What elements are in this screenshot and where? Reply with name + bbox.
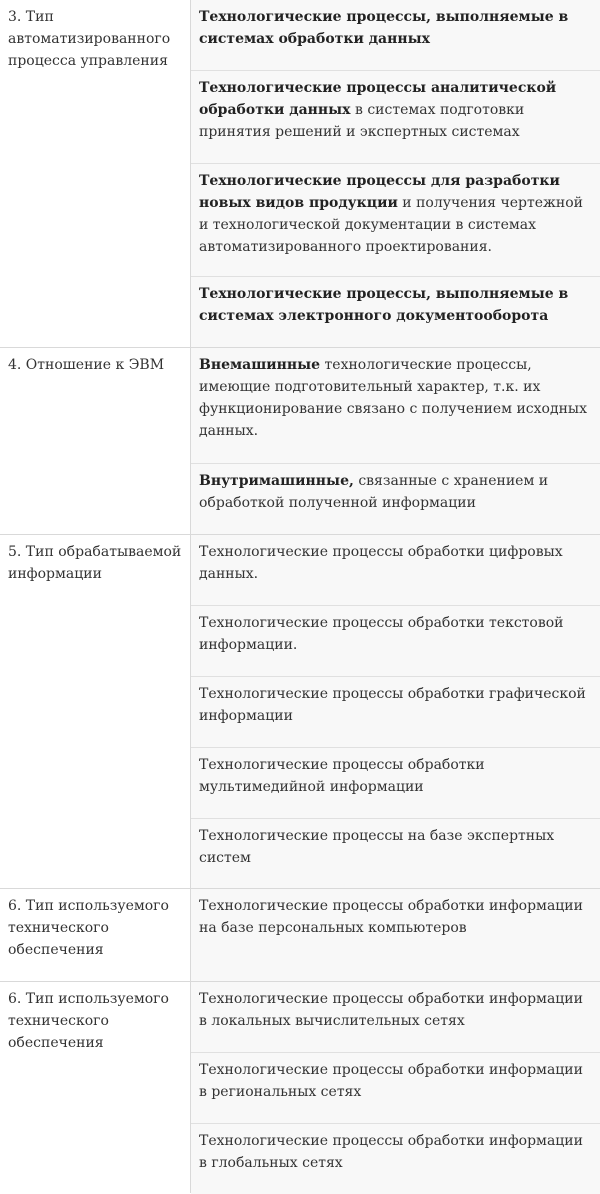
row-value-cell [191, 0, 600, 71]
value-text: Технологические процессы обработки графической информации [199, 686, 586, 724]
table-row [0, 888, 600, 981]
row-value-cell [191, 748, 600, 819]
row-value-cell [191, 1124, 600, 1194]
value-text: Технологические процессы обработки информации в глобальных сетях [199, 1133, 583, 1171]
row-value-cell [191, 277, 600, 347]
row-value-cell [191, 677, 600, 748]
row-value-cell [191, 606, 600, 677]
value-text: Технологические процессы на базе экспертных систем [199, 828, 555, 866]
value-bold-text: Внутримашинные, [199, 473, 354, 489]
value-text: связанные с хранением и обработкой полученной информации [199, 473, 549, 511]
row-value-cell [191, 71, 600, 164]
row-value-cell [191, 164, 600, 277]
row-category-label: 3. Тип автоматизированного процесса управления [0, 0, 191, 347]
value-text: Технологические процессы обработки информации в локальных вычислительных сетях [199, 991, 583, 1029]
row-category-label: 4. Отношение к ЭВМ [0, 348, 191, 534]
value-text: Технологические процессы обработки цифровых данных. [199, 544, 563, 582]
row-value-cell [191, 348, 600, 464]
row-value-cell [191, 464, 600, 535]
value-text: в системах подготовки принятия решений и экспертных системах [199, 102, 525, 140]
value-bold-text: Технологические процессы для разработки новых видов продукции [199, 173, 560, 211]
row-value-cell [191, 819, 600, 889]
value-text: Технологические процессы обработки информации в региональных сетях [199, 1062, 583, 1100]
value-bold-text: Технологические процессы, выполняемые в системах обработки данных [199, 9, 569, 47]
row-value-cell [191, 1053, 600, 1124]
row-value-cell [191, 982, 600, 1053]
value-text: Технологические процессы обработки текстовой информации. [199, 615, 564, 653]
value-text: технологические процессы, имеющие подготовительный характер, т.к. их функционирование связано с получением исходных данных. [199, 357, 587, 439]
row-category-label: 6. Тип используемого технического обеспечения [0, 982, 191, 1193]
value-bold-text: Технологические процессы, выполняемые в системах электронного документооборота [199, 286, 569, 324]
value-text: Технологические процессы обработки информации на базе персональных компьютеров [199, 898, 583, 936]
row-value-cell [191, 535, 600, 606]
value-bold-text: Технологические процессы аналитической обработки данных [199, 80, 557, 118]
table-row [0, 0, 600, 347]
row-value-cell [191, 889, 600, 982]
table-row [0, 534, 600, 888]
value-text: Технологические процессы обработки мультимедийной информации [199, 757, 485, 795]
table-row [0, 347, 600, 534]
table-row [0, 981, 600, 1193]
value-bold-text: Внемашинные [199, 357, 321, 373]
row-category-label: 5. Тип обрабатываемой информации [0, 535, 191, 888]
value-text: и получения чертежной и технологической документации в системах автоматизированного проектирования. [199, 195, 583, 255]
row-category-label: 6. Тип используемого технического обеспечения [0, 889, 191, 981]
